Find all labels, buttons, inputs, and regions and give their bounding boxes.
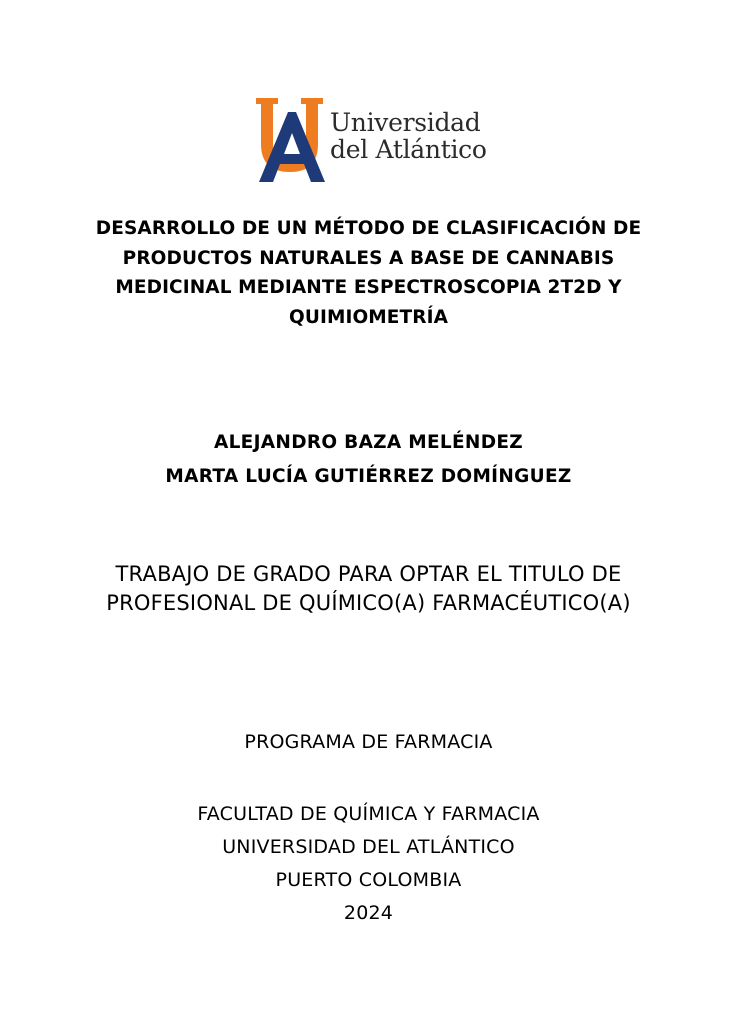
university-logo [254,96,494,184]
logo-line-del-atlantico: del Atlántico [330,135,487,164]
university-name: UNIVERSIDAD DEL ATLÁNTICO [222,836,515,858]
year: 2024 [343,902,394,924]
faculty-name: FACULTAD DE QUÍMICA Y FARMACIA [197,803,540,825]
city-name: PUERTO COLOMBIA [275,869,462,891]
author-1: ALEJANDRO BAZA MELÉNDEZ [213,432,524,453]
author-2: MARTA LUCÍA GUTIÉRREZ DOMÍNGUEZ [165,466,572,487]
program-name: PROGRAMA DE FARMACIA [244,731,493,753]
logo-line-universidad: Universidad [330,108,481,137]
degree-statement: TRABAJO DE GRADO PARA OPTAR EL TITULO DE PROFESIONAL DE QUÍMICO(A) FARMACÉUTICO(A) [106,562,631,615]
thesis-title: DESARROLLO DE UN MÉTODO DE CLASIFICACIÓN DE PRODUCTOS NATURALES A BASE DE CANNABIS MEDICINAL MEDIANTE ESPECTROSCOPIA 2T2D Y QUIMIOMETRÍA [95,218,642,328]
ua-emblem-icon [254,96,330,184]
